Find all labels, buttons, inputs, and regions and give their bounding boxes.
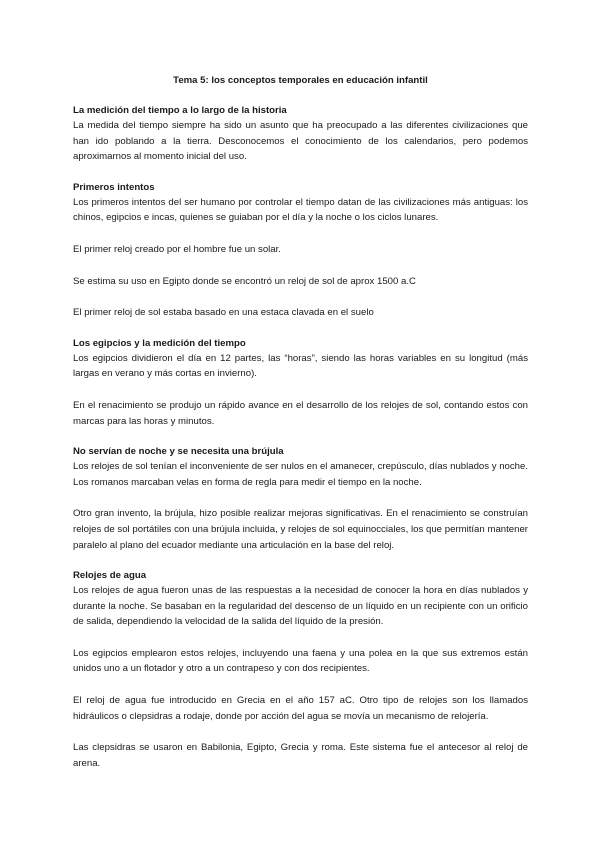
paragraph: Los primeros intentos del ser humano por controlar el tiempo datan de las civilizaciones más antiguas: los chinos, egipcios e incas, quienes se guiaban por el día y la noche o los ciclos lunares. bbox=[73, 196, 528, 224]
section-brujula bbox=[73, 445, 528, 553]
paragraph: El primer reloj de sol estaba basado en una estaca clavada en el suelo bbox=[73, 307, 374, 319]
paragraph: Las clepsidras se usaron en Babilonia, Egipto, Grecia y roma. Este sistema fue el antecesor al reloj de arena. bbox=[73, 742, 528, 769]
paragraph: La medida del tiempo siempre ha sido un asunto que ha preocupado a las diferentes civilizaciones que han ido poblando a la tierra. Desconocemos el conocimiento de los calendarios, pero podemos aproximarnos al momento inicial del uso. bbox=[73, 120, 528, 163]
section-heading: Los egipcios y la medición del tiempo bbox=[73, 337, 246, 349]
paragraph: Los egipcios dividieron el día en 12 partes, las “horas”, siendo las horas variables en su longitud (más largas en verano y más cortas en invierno). bbox=[73, 352, 528, 380]
paragraph: El reloj de agua fue introducido en Grecia en el año 157 aC. Otro tipo de relojes son los llamados hidráulicos o clepsidras a rodaje, donde por acción del agua se movía un mecanismo de relojería. bbox=[73, 695, 528, 722]
section-medicion-historia bbox=[73, 104, 528, 165]
paragraph: Los relojes de sol tenían el inconveniente de ser nulos en el amanecer, crepúsculo, días nublados y noche. Los romanos marcaban velas en forma de regla para medir el tiempo en la noche. bbox=[73, 461, 528, 488]
paragraph: En el renacimiento se produjo un rápido avance en el desarrollo de los relojes de sol, contando estos con marcas para las horas y minutos. bbox=[73, 399, 528, 427]
section-primeros-intentos bbox=[73, 181, 528, 321]
section-heading: Primeros intentos bbox=[73, 181, 155, 193]
paragraph: El primer reloj creado por el hombre fue un solar. bbox=[73, 243, 281, 255]
section-heading: No servían de noche y se necesita una brújula bbox=[73, 446, 284, 458]
paragraph: Se estima su uso en Egipto donde se encontró un reloj de sol de aprox 1500 a.C bbox=[73, 275, 416, 287]
section-heading: Relojes de agua bbox=[73, 570, 147, 582]
paragraph: Otro gran invento, la brújula, hizo posible realizar mejoras significativas. En el renacimiento se construían relojes de sol portátiles con una brújula incluida, y relojes de sol equinocciales, los que permitían mantener paralelo al plano del ecuador mediante una articulación en la base del reloj. bbox=[73, 508, 528, 551]
section-egipcios bbox=[73, 337, 528, 429]
paragraph: Los relojes de agua fueron unas de las respuestas a la necesidad de conocer la hora en días nublados y durante la noche. Se basaban en la regularidad del descenso de un líquido en un recipiente con un orificio de salida, dependiendo la velocidad de la salida del líquido de la presión. bbox=[73, 585, 528, 628]
paragraph: Los egipcios emplearon estos relojes, incluyendo una faena y una polea en la que sus extremos están unidos uno a un flotador y otro a un contrapeso y con dos recipientes. bbox=[73, 647, 528, 675]
section-relojes-agua bbox=[73, 569, 528, 771]
document-title: Tema 5: los conceptos temporales en educación infantil bbox=[173, 75, 428, 86]
section-heading: La medición del tiempo a lo largo de la historia bbox=[73, 105, 287, 116]
